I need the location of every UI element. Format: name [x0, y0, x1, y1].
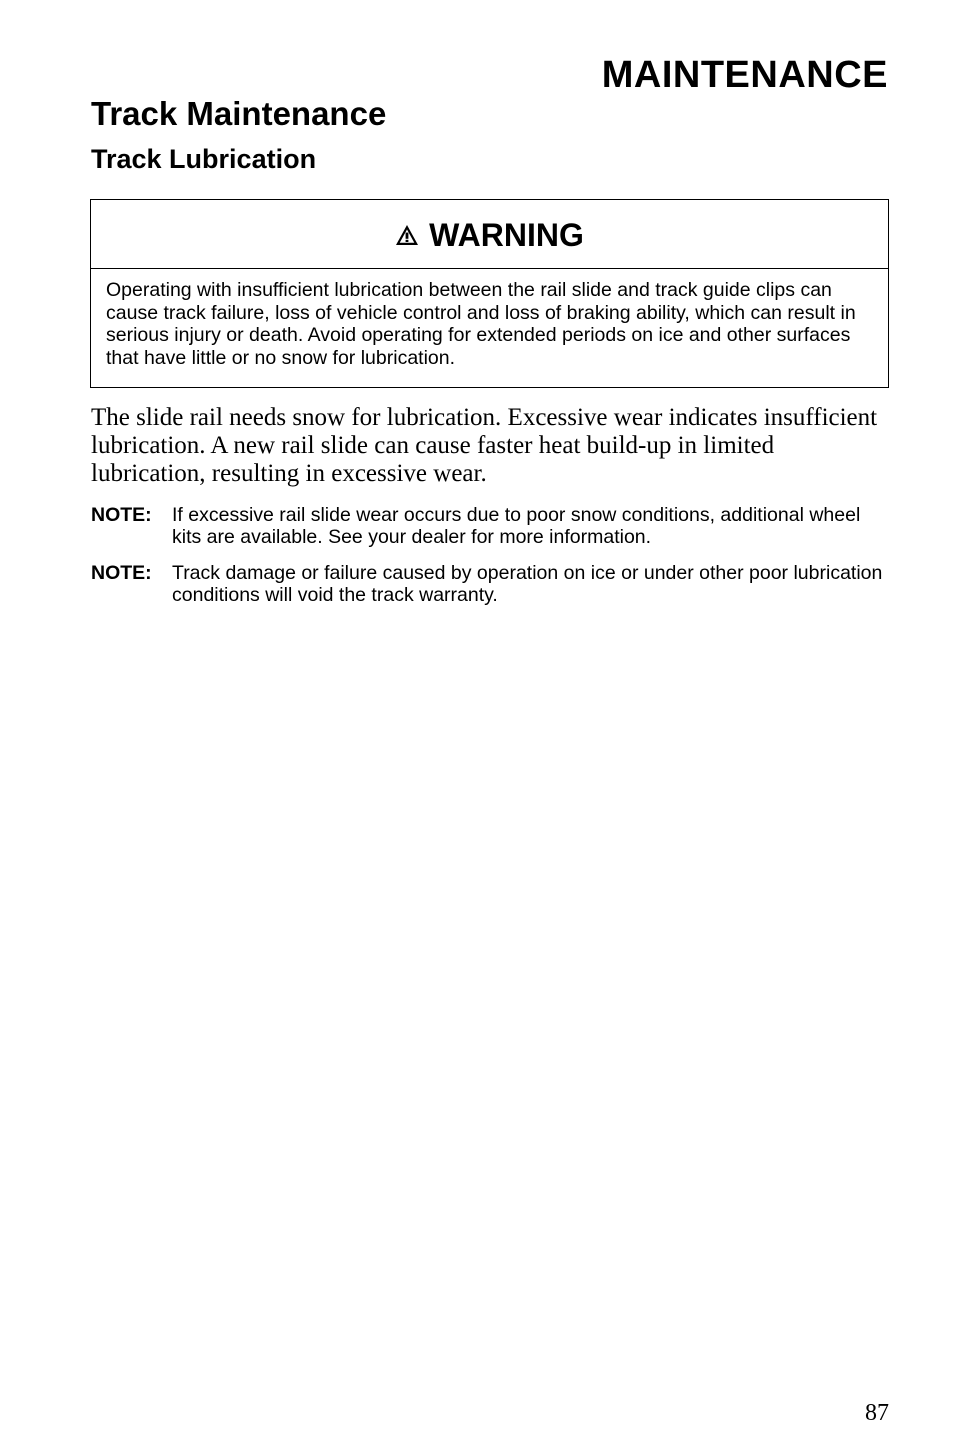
- warning-header: [91, 200, 888, 269]
- warning-text: Operating with insufficient lubrication between the rail slide and track guide clips can cause track failure, loss of vehicle control and loss of braking ability, which can result in serious injury or death. Avoid operating for extended periods on ice and other surfaces that have little or no snow for lubrication.: [106, 279, 856, 369]
- note-item: [91, 504, 891, 548]
- note-item: [91, 562, 891, 606]
- section-header: MAINTENANCE: [601, 54, 888, 96]
- page-subtitle: Track Lubrication: [91, 144, 317, 174]
- warning-triangle-icon: [395, 223, 419, 247]
- note-text: Track damage or failure caused by operation on ice or under other poor lubrication conditions will void the track warranty.: [172, 562, 883, 606]
- note-label: NOTE:: [91, 562, 152, 584]
- page-number: 87: [865, 1400, 889, 1426]
- warning-box: [90, 199, 889, 388]
- note-label: NOTE:: [91, 504, 152, 526]
- warning-title: WARNING: [429, 217, 584, 253]
- body-paragraph: The slide rail needs snow for lubrication. Excessive wear indicates insufficient lubrication. A new rail slide can cause faster heat build-up in limited lubrication, resulting in excessive wear.: [91, 404, 878, 487]
- page-title: Track Maintenance: [91, 95, 387, 132]
- note-text: If excessive rail slide wear occurs due to poor snow conditions, additional wheel kits are available. See your dealer for more information.: [172, 504, 861, 548]
